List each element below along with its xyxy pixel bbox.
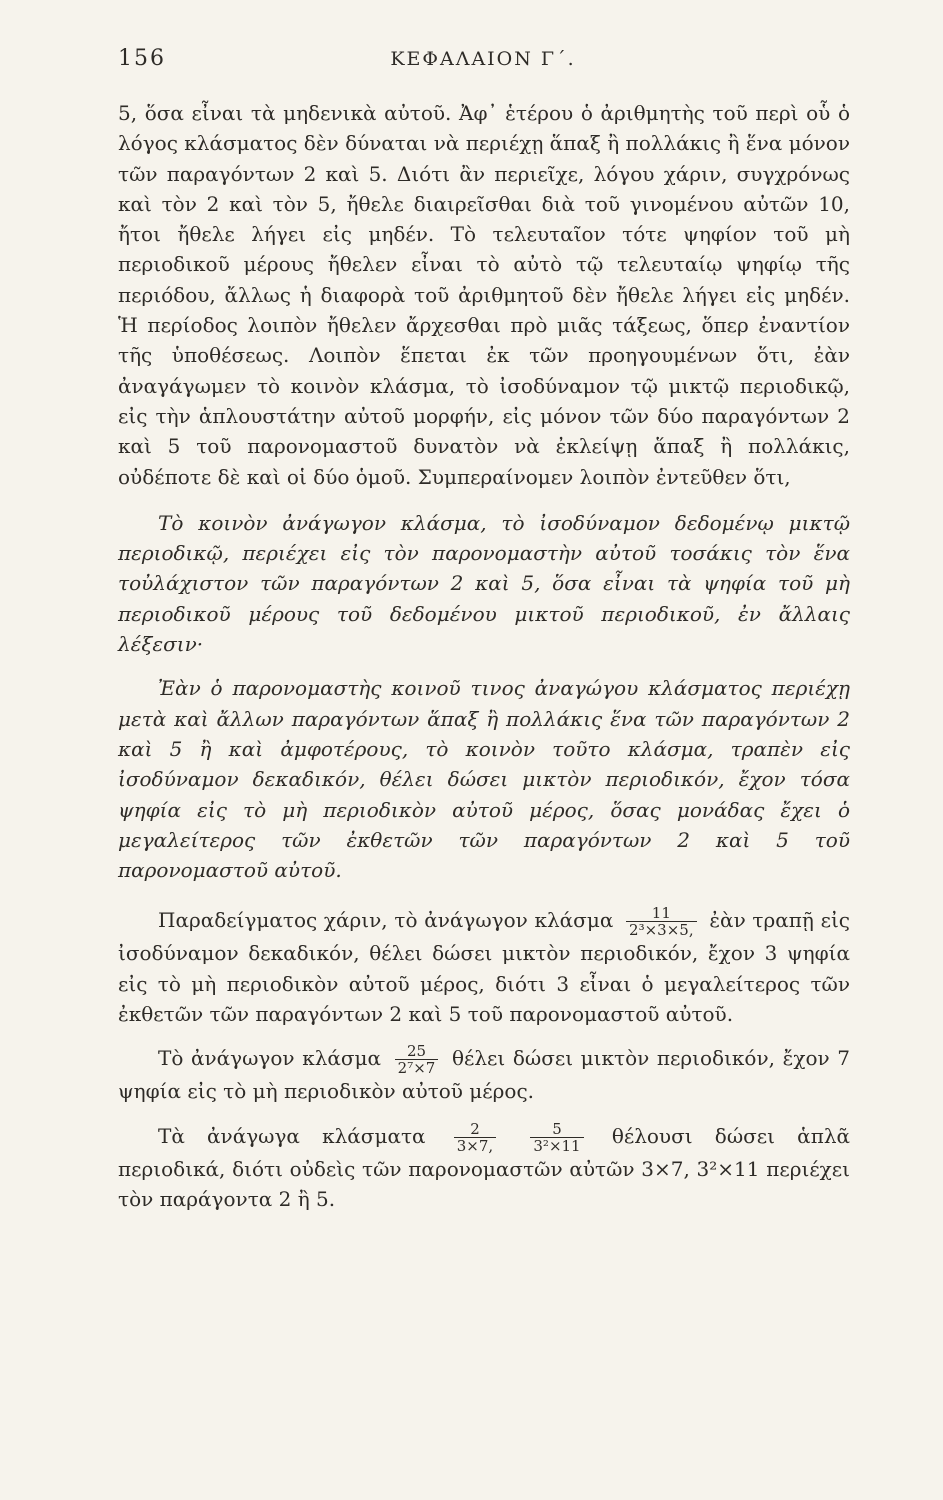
example-2-text: θέλει δώσει μικτὸν περιοδικόν, ἔχον 7 ψηφία εἰς τὸ μὴ περιοδικὸν αὐτοῦ μέρος. [118,1046,851,1104]
example-2-intro: Τὸ ἀνάγωγον κλάσμα [158,1046,382,1071]
paragraph-example-2 [118,1043,850,1106]
fraction-denominator: 2³×3×5, [629,921,694,940]
paragraph-proof: 5, ὅσα εἶναι τὰ μηδενικὰ αὐτοῦ. Ἀφ᾽ ἑτέρου ὁ ἀριθμητὴς τοῦ περὶ οὗ ὁ λόγος κλάσματος δὲν δύναται νὰ περιέχῃ ἅπαξ ἢ πολλάκις ἢ ἕνα μόνον τῶν παραγόντων 2 καὶ 5. Διότι ἂν περιεῖχε, λόγου χάριν, συγχρόνως καὶ τὸν 2 καὶ τὸν 5, ἤθελε διαιρεῖσθαι διὰ τοῦ γινομένου αὐτῶν 10, ἤτοι ἤθελε λήγει εἰς μηδέν. Τὸ τελευταῖον τότε ψηφίον τοῦ μὴ περιοδικοῦ μέρους ἤθελεν εἶναι τὸ αὐτὸ τῷ τελευταίῳ ψηφίῳ τῆς περιόδου, ἄλλως ἡ διαφορὰ τοῦ ἀριθμητοῦ δὲν ἤθελε λήγει εἰς μηδέν. Ἡ περίοδος λοιπὸν ἤθελεν ἄρχεσθαι πρὸ μιᾶς τάξεως, ὅπερ ἐναντίον τῆς ὑποθέσεως. Λοιπὸν ἕπεται ἐκ τῶν προηγουμένων ὅτι, ἐὰν ἀναγάγωμεν τὸ κοινὸν κλάσμα, τὸ ἰσοδύναμον τῷ μικτῷ περιοδικῷ, εἰς τὴν ἁπλουστάτην αὐτοῦ μορφήν, εἰς μόνον τῶν δύο παραγόντων 2 καὶ 5 τοῦ παρονομαστοῦ δυνατὸν νὰ ἐκλείψῃ ἅπαξ ἢ πολλάκις, οὐδέποτε δὲ καὶ οἱ δύο ὁμοῦ. Συμπεραίνομεν λοιπὸν ἐντεῦθεν ὅτι, [118,101,850,489]
example-3-text: θέλουσι δώσει ἁπλᾶ περιοδικά, διότι οὐδεὶς τῶν παρονομαστῶν αὐτῶν 3×7, 3²×11 περιέχει τὸν παράγοντα 2 ἢ 5. [118,1123,851,1211]
fraction-5-over-3sq-11 [530,1121,583,1154]
paragraph-example-1 [118,905,850,1029]
fraction-2-over-3-7 [454,1121,496,1154]
paragraph-theorem-restated: Ἐὰν ὁ παρονομαστὴς κοινοῦ τινος ἀναγώγου κλάσματος περιέχῃ μετὰ καὶ ἄλλων παραγόντων ἅπαξ ἢ πολλάκις ἕνα τῶν παραγόντων 2 καὶ 5 ἢ καὶ ἀμφοτέρους, τὸ κοινὸν τοῦτο κλάσμα, τραπὲν εἰς ἰσοδύναμον δεκαδικόν, θέλει δώσει μικτὸν περιοδικόν, ἔχον τόσα ψηφία εἰς τὸ μὴ περιοδικὸν αὐτοῦ μέρος, ὅσας μονάδας ἔχει ὁ μεγαλείτερος τῶν ἐκθετῶν τῶν παραγόντων 2 καὶ 5 τοῦ παρονομαστοῦ αὐτοῦ. [118,676,850,883]
page-body [118,98,850,1214]
fraction-numerator: 5 [530,1121,583,1138]
fraction-11-over-2cubed-3-5 [626,905,697,938]
paragraph-example-3 [118,1121,850,1215]
page-number: 156 [118,46,166,71]
fraction-numerator: 11 [626,905,697,922]
chapter-title: ΚΕΦΑΛΑΙΟΝ Γ΄. [390,48,576,70]
fraction-numerator: 25 [395,1043,439,1060]
example-3-intro: Τὰ ἀνάγωγα κλάσματα [158,1123,426,1148]
page-header [118,46,848,76]
paragraph-theorem: Τὸ κοινὸν ἀνάγωγον κλάσμα, τὸ ἰσοδύναμον δεδομένῳ μικτῷ περιοδικῷ, περιέχει εἰς τὸν παρονομαστὴν αὐτοῦ τοσάκις τὸν ἕνα τοὐλάχιστον τῶν παραγόντων 2 καὶ 5, ὅσα εἶναι τὰ ψηφία τοῦ μὴ περιοδικοῦ μέρους τοῦ δεδομένου μικτοῦ περιοδικοῦ, ἐν ἄλλαις λέξεσιν· [118,510,850,657]
fraction-25-over-2pow7-7 [395,1043,439,1076]
fraction-denominator: 3×7, [456,1136,494,1155]
fraction-denominator: 2⁷×7 [397,1059,436,1078]
fraction-numerator: 2 [454,1121,496,1138]
example-1-intro: Παραδείγματος χάριν, τὸ ἀνάγωγον κλάσμα [158,908,614,933]
fraction-denominator: 3²×11 [533,1136,581,1155]
example-1-text: ἐὰν τραπῇ εἰς ἰσοδύναμον δεκαδικόν, θέλει δώσει μικτὸν περιοδικόν, ἔχον 3 ψηφία εἰς τὸ μὴ περιοδικὸν αὐτοῦ μέρος, διότι 3 εἶναι ὁ μεγαλείτερος τῶν ἐκθετῶν τῶν παραγόντων 2 καὶ 5 τοῦ παρονομαστοῦ αὐτοῦ. [118,908,851,1027]
